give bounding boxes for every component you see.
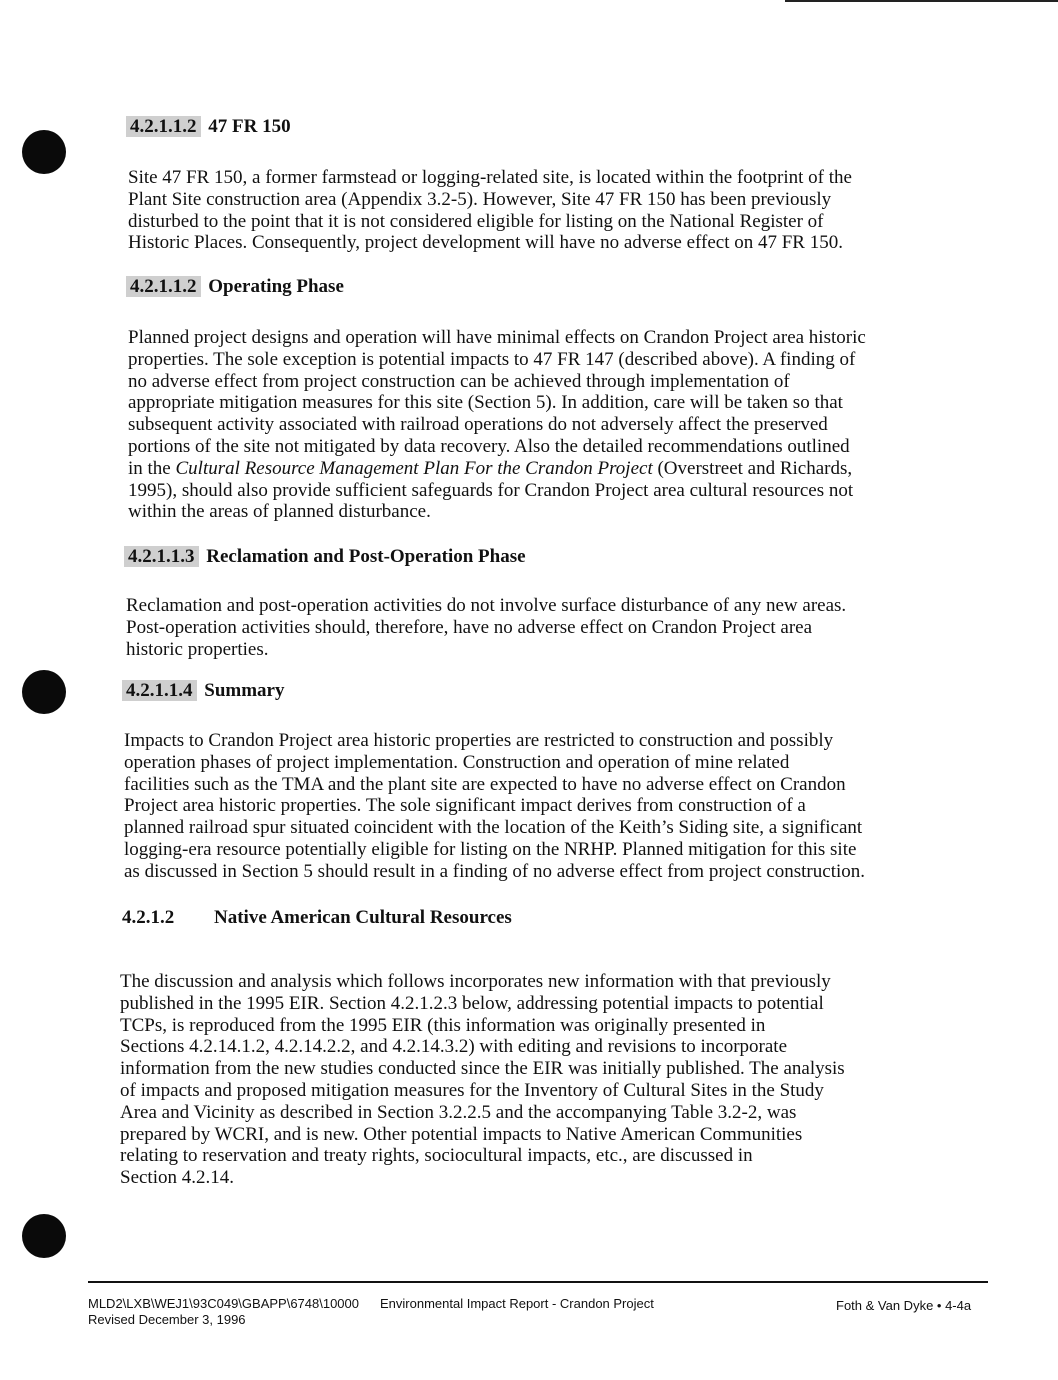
section-number: 4.2.1.2 [122, 907, 175, 928]
text-line: Site 47 FR 150, a former farmstead or logging-related site, is located within the footprint of the [128, 167, 852, 188]
text-fragment: in the [128, 457, 176, 479]
section-heading-native-american [122, 907, 512, 929]
text-line: published in the 1995 EIR. Section 4.2.1.2.3 below, addressing potential impacts to potential [120, 992, 824, 1014]
text-line: operation phases of project implementation. Construction and operation of mine related [124, 751, 790, 773]
section-heading-operating-phase [126, 276, 344, 298]
text-line: Project area historic properties. The sole significant impact derives from construction of a [124, 795, 806, 817]
footer-report-title: Environmental Impact Report - Crandon Project [380, 1296, 654, 1311]
footer-firm-page: Foth & Van Dyke • 4-4a [836, 1298, 972, 1313]
binder-hole [22, 670, 66, 714]
text-line: historic properties. [126, 638, 269, 660]
text-line: TCPs, is reproduced from the 1995 EIR (this information was originally presented in [120, 1014, 766, 1036]
paragraph-operating-phase [128, 327, 866, 523]
text-fragment: (Overstreet and Richards, [652, 457, 853, 479]
footer-file-path: MLD2\LXB\WEJ1\93C049\GBAPP\6748\10000 [88, 1296, 359, 1311]
text-line: of impacts and proposed mitigation measures for the Inventory of Cultural Sites in the Study [120, 1079, 824, 1101]
text-line: disturbed to the point that it is not considered eligible for listing on the National Register of [128, 210, 824, 232]
text-line: portions of the site not mitigated by data recovery. Also the detailed recommendations outlined [128, 435, 850, 457]
section-heading-summary [122, 680, 284, 702]
paragraph-summary [124, 730, 865, 883]
text-line: appropriate mitigation measures for this site (Section 5). In addition, care will be taken so that [128, 392, 843, 414]
text-line: information from the new studies conducted since the EIR was initially published. The analysis [120, 1058, 845, 1080]
text-line: properties. The sole exception is potential impacts to 47 FR 147 (described above). A finding of [128, 348, 856, 370]
text-line: Reclamation and post-operation activities do not involve surface disturbance of any new areas. [126, 595, 847, 616]
binder-hole [22, 130, 66, 174]
section-number: 4.2.1.1.2 [126, 276, 201, 297]
binder-hole [22, 1214, 66, 1258]
paragraph-reclamation [126, 595, 846, 660]
section-heading-47fr150 [126, 116, 291, 138]
text-line: Post-operation activities should, therefore, have no adverse effect on Crandon Project area [126, 616, 813, 638]
top-edge-rule [785, 0, 1058, 2]
section-number: 4.2.1.1.4 [122, 680, 197, 701]
paragraph-native-american [120, 971, 845, 1189]
text-line: Section 4.2.14. [120, 1167, 234, 1189]
section-title: Summary [204, 680, 285, 701]
footer-rule [88, 1281, 988, 1283]
text-line: no adverse effect from project construction can be achieved through implementation of [128, 370, 790, 392]
text-line: within the areas of planned disturbance. [128, 501, 431, 523]
footer-revised-date: Revised December 3, 1996 [88, 1312, 246, 1327]
section-title: Reclamation and Post-Operation Phase [206, 546, 526, 567]
text-line: 1995), should also provide sufficient safeguards for Crandon Project area cultural resources not [128, 479, 854, 501]
text-line: Planned project designs and operation will have minimal effects on Crandon Project area historic [128, 327, 866, 348]
section-title: Native American Cultural Resources [214, 907, 512, 928]
text-line-with-citation [128, 458, 866, 480]
text-line: relating to reservation and treaty rights, sociocultural impacts, etc., are discussed in [120, 1145, 753, 1167]
section-number: 4.2.1.1.2 [126, 116, 201, 137]
text-line: as discussed in Section 5 should result in a finding of no adverse effect from project construction. [124, 860, 865, 882]
text-line: Impacts to Crandon Project area historic properties are restricted to construction and possibly [124, 730, 834, 751]
text-line: Sections 4.2.14.1.2, 4.2.14.2.2, and 4.2.14.3.2) with editing and revisions to incorporate [120, 1036, 788, 1058]
text-line: subsequent activity associated with railroad operations do not adversely affect the preserved [128, 414, 828, 436]
paragraph-47fr150 [128, 167, 852, 254]
text-line: prepared by WCRI, and is new. Other potential impacts to Native American Communities [120, 1123, 803, 1145]
text-line: logging-era resource potentially eligible for listing on the NRHP. Planned mitigation for this site [124, 838, 857, 860]
text-line: planned railroad spur situated coincident with the location of the Keith’s Siding site, a significant [124, 817, 863, 839]
text-line: Plant Site construction area (Appendix 3.2-5). However, Site 47 FR 150 has been previously [128, 188, 832, 210]
section-heading-reclamation [124, 546, 526, 568]
document-title-citation: Cultural Resource Management Plan For the Crandon Project [175, 457, 653, 479]
text-line: The discussion and analysis which follows incorporates new information with that previously [120, 971, 831, 992]
text-line: Historic Places. Consequently, project development will have no adverse effect on 47 FR 150. [128, 232, 843, 254]
section-number: 4.2.1.1.3 [124, 546, 199, 567]
text-line: facilities such as the TMA and the plant site are expected to have no adverse effect on Crandon [124, 773, 846, 795]
section-title: 47 FR 150 [208, 116, 291, 137]
section-title: Operating Phase [208, 276, 344, 297]
text-line: Area and Vicinity as described in Section 3.2.2.5 and the accompanying Table 3.2-2, was [120, 1101, 797, 1123]
